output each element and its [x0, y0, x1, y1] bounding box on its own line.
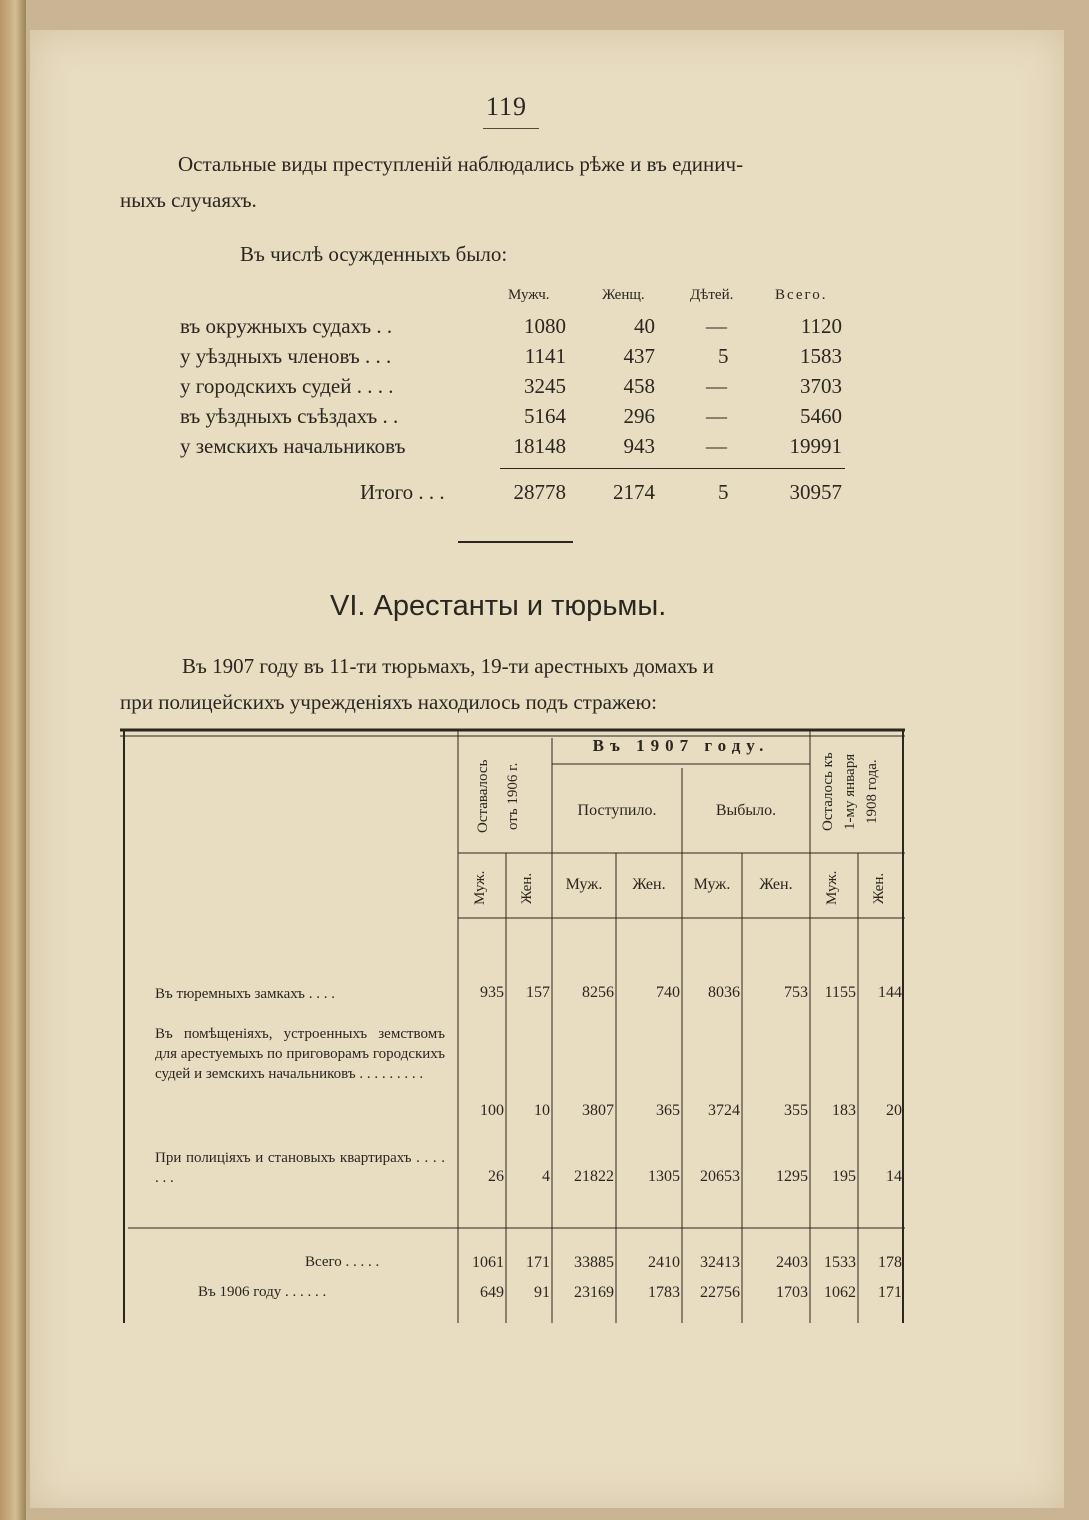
cell-castles-5: 753: [784, 984, 808, 1001]
convicted-cell-m: 18148: [513, 434, 566, 458]
cell-castles-7: 144: [878, 984, 902, 1001]
cell-castles-1: 157: [526, 984, 550, 1001]
header-remained-2: отъ 1906 г.: [505, 762, 521, 830]
convicted-cell-m: 5164: [524, 404, 566, 428]
cell-police-3: 1305: [648, 1168, 680, 1185]
subheader-6: Муж.: [824, 870, 840, 906]
cell-zemstvo-5: 355: [784, 1102, 808, 1119]
convicted-header-children: Дѣтей.: [690, 287, 734, 303]
convicted-cell-m: 28778: [513, 480, 566, 504]
cell-castles-0: 935: [480, 984, 504, 1001]
row-label-castles: Въ тюремныхъ замкахъ . . . .: [155, 986, 335, 1002]
cell-zemstvo-6: 183: [832, 1102, 856, 1119]
convicted-cell-f: 458: [623, 374, 655, 398]
convicted-cell-t: 1583: [800, 344, 842, 368]
cell-1906-1: 91: [534, 1284, 550, 1301]
convicted-cell-f: 2174: [613, 480, 655, 504]
cell-zemstvo-0: 100: [480, 1102, 504, 1119]
book-binding: [0, 0, 26, 1520]
section-title: VI. Арестанты и тюрьмы.: [330, 590, 667, 622]
convicted-header-women: Женщ.: [602, 287, 645, 303]
cell-total-1: 171: [526, 1254, 550, 1271]
row-label-zemstvo: Въ помѣщеніяхъ, устроенныхъ земствомъ для арестуемыхъ по приговорамъ городскихъ судей и земскихъ начальниковъ . . . . . . . . .: [155, 1026, 445, 1082]
row-label-police: При полиціяхъ и становыхъ квартирахъ . . . . . . .: [155, 1150, 445, 1186]
cell-1906-6: 1062: [824, 1284, 856, 1301]
convicted-cell-t: 5460: [800, 404, 842, 428]
cell-1906-4: 22756: [700, 1284, 740, 1301]
prison-intro-line-1: Въ 1907 году въ 11-ти тюрьмахъ, 19-ти арестныхъ домахъ и: [182, 654, 714, 678]
cell-total-4: 32413: [700, 1254, 740, 1271]
header-end-2: 1-му января: [842, 753, 858, 831]
subheader-3: Жен.: [632, 876, 666, 893]
convicted-row-label: у городскихъ судей . . . .: [180, 374, 394, 398]
convicted-cell-t: 30957: [789, 480, 842, 504]
cell-1906-0: 649: [480, 1284, 504, 1301]
convicted-row-label: въ уѣздныхъ съѣздахъ . .: [180, 404, 399, 428]
subheader-7: Жен.: [871, 872, 887, 904]
cell-total-7: 178: [878, 1254, 902, 1271]
cell-zemstvo-7: 20: [886, 1102, 902, 1119]
convicted-cell-c: —: [706, 374, 727, 398]
convicted-cell-f: 40: [634, 314, 655, 338]
convicted-cell-c: —: [706, 404, 727, 428]
convicted-cell-c: —: [706, 434, 727, 458]
convicted-cell-c: 5: [718, 344, 729, 368]
cell-1906-7: 171: [878, 1284, 902, 1301]
cell-1906-5: 1703: [776, 1284, 808, 1301]
prison-table: [120, 728, 905, 1323]
cell-1906-3: 1783: [648, 1284, 680, 1301]
convicted-cell-t: 1120: [800, 314, 842, 338]
convicted-caption: Въ числѣ осужденныхъ было:: [240, 242, 508, 266]
convicted-row-label: у уѣздныхъ членовъ . . .: [180, 344, 392, 368]
subheader-2: Муж.: [565, 876, 603, 893]
header-remained-1: Оставалось: [475, 759, 491, 833]
cell-police-0: 26: [488, 1168, 504, 1185]
header-left: Выбыло.: [715, 802, 777, 819]
row-label-total: Всего . . . . .: [305, 1254, 380, 1270]
cell-zemstvo-1: 10: [534, 1102, 550, 1119]
intro-line-1: Остальные виды преступленій наблюдались рѣже и въ единич-: [178, 152, 744, 176]
convicted-total-rule: [500, 468, 845, 469]
cell-police-7: 14: [886, 1168, 902, 1185]
convicted-cell-c: —: [706, 314, 727, 338]
header-end-1: Осталось къ: [820, 752, 836, 832]
convicted-cell-m: 3245: [524, 374, 566, 398]
row-label-1906: Въ 1906 году . . . . . .: [198, 1284, 327, 1300]
convicted-header-men: Мужч.: [508, 287, 550, 303]
cell-zemstvo-2: 3807: [582, 1102, 614, 1119]
convicted-cell-f: 296: [623, 404, 655, 428]
section-divider: [458, 541, 573, 543]
cell-total-6: 1533: [824, 1254, 856, 1271]
cell-zemstvo-4: 3724: [708, 1102, 740, 1119]
convicted-row-label: въ окружныхъ судахъ . .: [180, 314, 393, 338]
cell-zemstvo-3: 365: [656, 1102, 680, 1119]
intro-line-2: ныхъ случаяхъ.: [120, 188, 257, 212]
header-year: Въ 1907 году.: [592, 736, 770, 755]
subheader-1: Жен.: [519, 872, 535, 904]
cell-1906-2: 23169: [574, 1284, 614, 1301]
cell-total-2: 33885: [574, 1254, 614, 1271]
cell-police-2: 21822: [574, 1168, 614, 1185]
cell-police-6: 195: [832, 1168, 856, 1185]
cell-castles-6: 1155: [824, 984, 856, 1001]
cell-castles-3: 740: [656, 984, 680, 1001]
subheader-0: Муж.: [472, 870, 488, 906]
prison-intro-line-2: при полицейскихъ учрежденіяхъ находилось подъ стражею:: [120, 690, 658, 714]
convicted-header-total: Всего.: [775, 287, 828, 303]
header-received: Поступило.: [577, 802, 657, 819]
cell-police-5: 1295: [776, 1168, 808, 1185]
convicted-total-label: Итого . . .: [360, 480, 445, 504]
convicted-cell-t: 19991: [789, 434, 842, 458]
subheader-4: Муж.: [693, 876, 731, 893]
convicted-row-label: у земскихъ начальниковъ: [180, 434, 406, 458]
convicted-cell-c: 5: [718, 480, 729, 504]
cell-police-1: 4: [542, 1168, 550, 1185]
cell-police-4: 20653: [700, 1168, 740, 1185]
subheader-5: Жен.: [759, 876, 793, 893]
cell-total-5: 2403: [776, 1254, 808, 1271]
convicted-cell-m: 1080: [524, 314, 566, 338]
header-end-3: 1908 года.: [864, 759, 880, 825]
page-number: 119: [486, 92, 528, 121]
cell-total-0: 1061: [472, 1254, 504, 1271]
convicted-cell-f: 437: [623, 344, 655, 368]
convicted-cell-t: 3703: [800, 374, 842, 398]
convicted-cell-f: 943: [623, 434, 655, 458]
cell-castles-4: 8036: [708, 984, 740, 1001]
cell-castles-2: 8256: [582, 984, 614, 1001]
cell-total-3: 2410: [648, 1254, 680, 1271]
convicted-cell-m: 1141: [524, 344, 566, 368]
page-number-ornament: [483, 124, 539, 129]
